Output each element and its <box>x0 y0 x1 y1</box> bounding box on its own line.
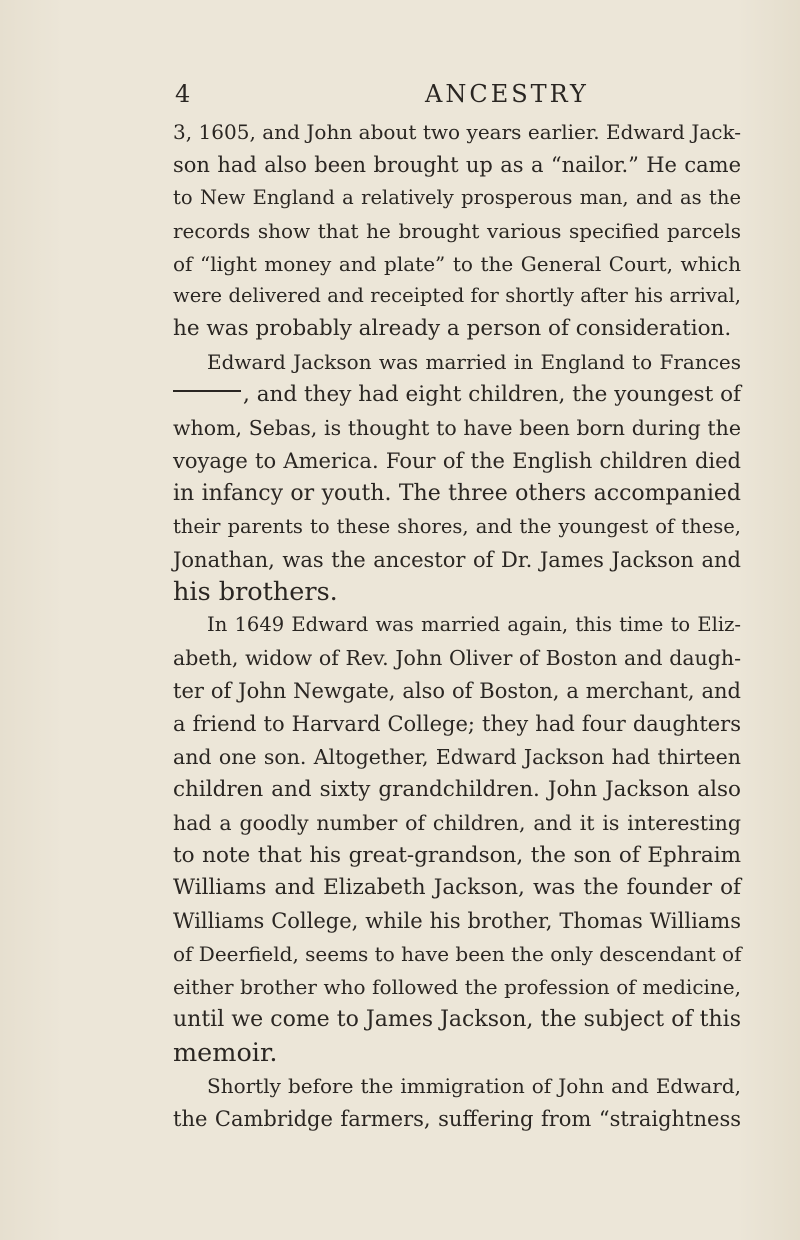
text-line: whom, Sebas, is thought to have been born during the <box>173 416 741 441</box>
text-line: and one son. Altogether, Edward Jackson had thirteen <box>173 744 741 769</box>
text-line-remainder: , and they had eight children, the youngest of <box>243 382 741 408</box>
page-number: 4 <box>175 80 192 108</box>
text-line: son had also been brought up as a “nailor.” He came <box>173 152 741 177</box>
text-line: he was probably already a person of consideration. <box>173 316 732 342</box>
text-line: children and sixty grandchildren. John Jackson also <box>173 776 741 802</box>
text-line: had a goodly number of children, and it is interesting <box>173 810 741 835</box>
text-line: a friend to Harvard College; they had four daughters <box>173 712 741 737</box>
text-line: in infancy or youth. The three others accompanied <box>173 480 741 506</box>
blank-surname-rule <box>173 390 241 392</box>
running-head <box>175 80 735 116</box>
text-line: his brothers. <box>173 577 338 608</box>
text-line: memoir. <box>173 1037 278 1068</box>
text-line: of “light money and plate” to the General Court, which <box>173 251 741 276</box>
text-line: ter of John Newgate, also of Boston, a merchant, and <box>173 679 741 704</box>
text-line: to note that his great-grandson, the son of Ephraim <box>173 842 741 868</box>
running-title: ANCESTRY <box>425 80 589 108</box>
paragraph-start-line: In 1649 Edward was married again, this time to Eliz- <box>207 613 741 637</box>
text-line: Williams College, while his brother, Thomas Williams <box>173 909 741 934</box>
text-line: voyage to America. Four of the English children died <box>173 448 741 473</box>
text-line: to New England a relatively prosperous man, and as the <box>173 185 741 209</box>
text-line: 3, 1605, and John about two years earlier. Edward Jack- <box>173 120 741 144</box>
text-line: Jonathan, was the ancestor of Dr. James Jackson and <box>173 547 741 572</box>
text-line-with-blank <box>173 379 741 412</box>
text-line: of Deerfield, seems to have been the only descendant of <box>173 942 742 967</box>
body-text <box>173 116 741 1136</box>
text-line: the Cambridge farmers, suffering from “straightness <box>173 1106 741 1131</box>
text-line: their parents to these shores, and the youngest of these, <box>173 514 741 538</box>
text-line: abeth, widow of Rev. John Oliver of Boston and daugh- <box>173 646 741 671</box>
paragraph-start-line: Shortly before the immigration of John and Edward, <box>207 1073 741 1098</box>
text-line: either brother who followed the profession of medicine, <box>173 975 741 1000</box>
text-line: until we come to James Jackson, the subject of this <box>173 1007 741 1033</box>
text-line: records show that he brought various specified parcels <box>173 218 741 243</box>
text-line: were delivered and receipted for shortly after his arrival, <box>173 284 741 308</box>
paragraph-start-line: Edward Jackson was married in England to Frances <box>207 350 741 375</box>
text-line: Williams and Elizabeth Jackson, was the founder of <box>173 875 741 901</box>
